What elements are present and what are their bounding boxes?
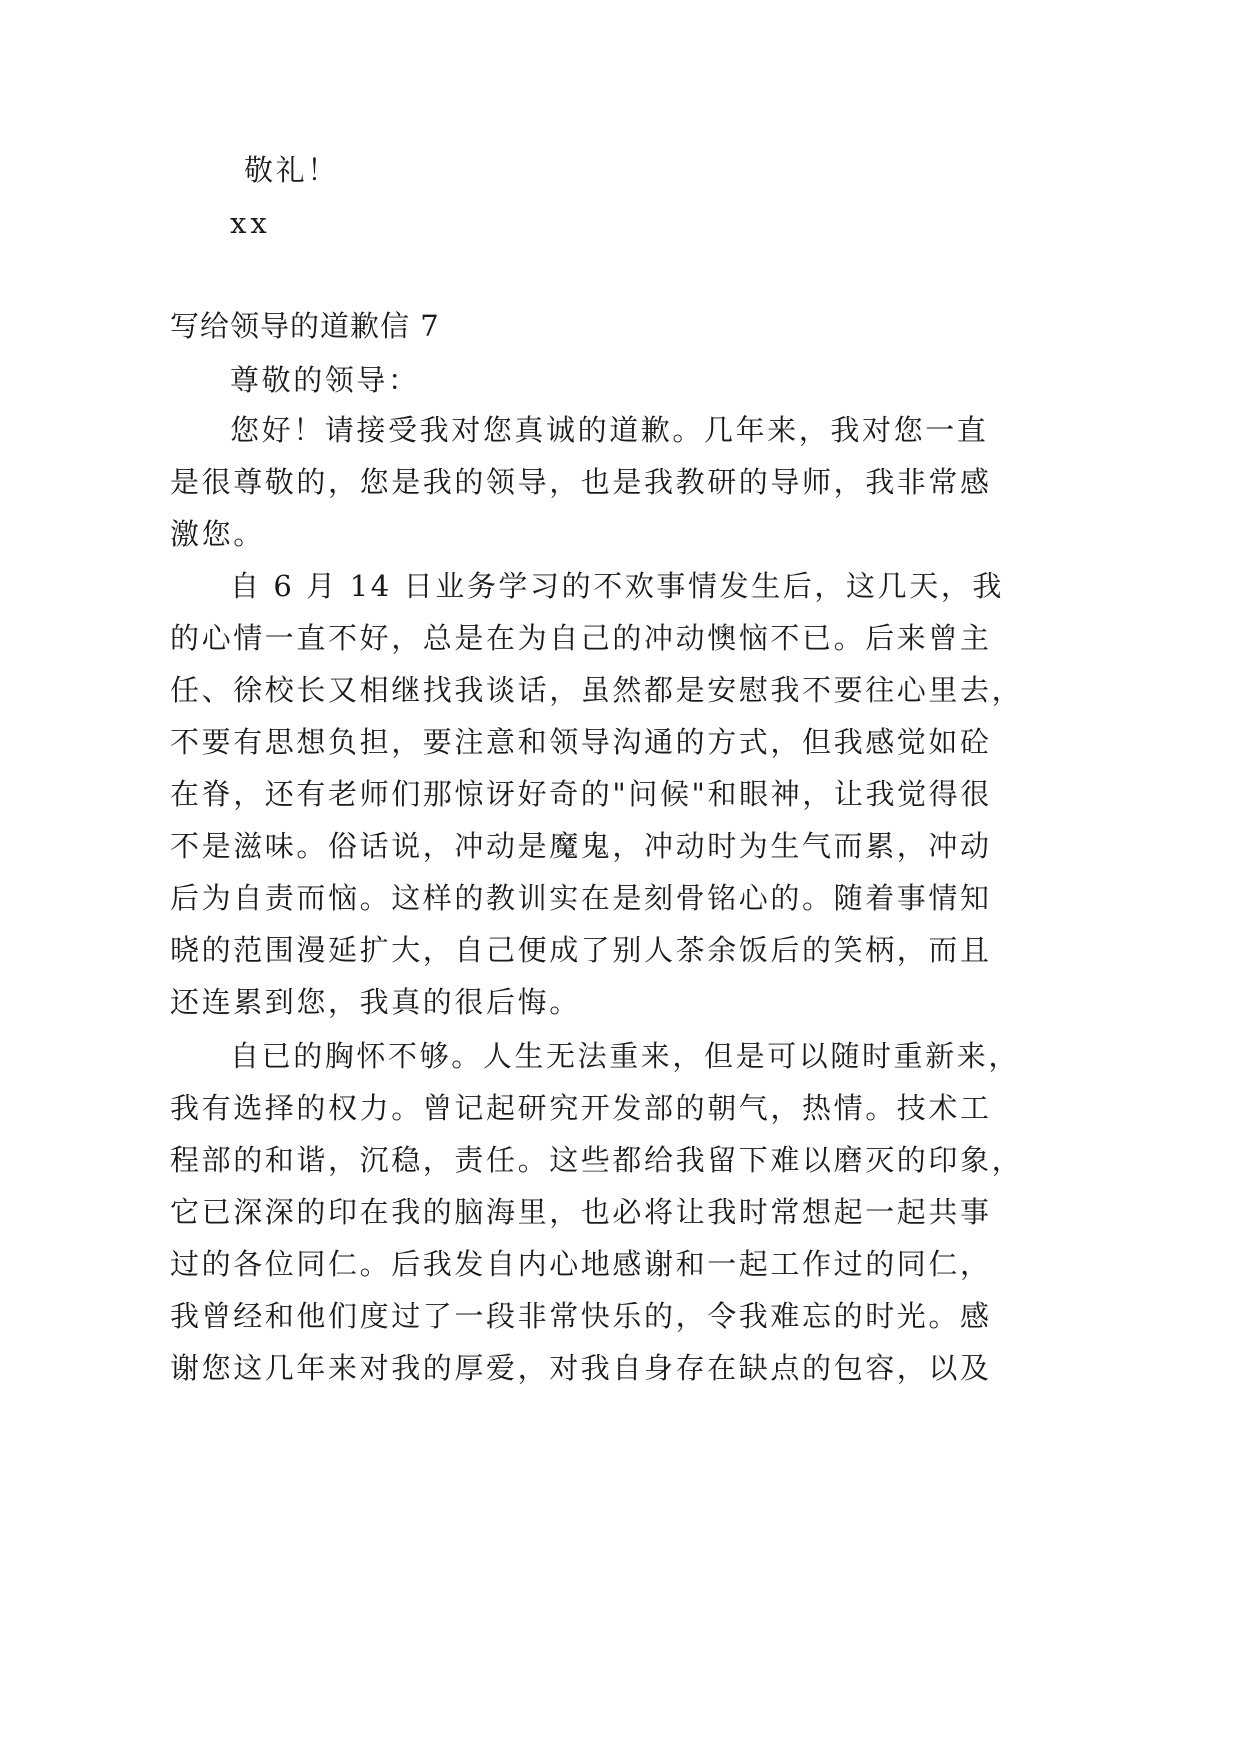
- paragraph-line: 后为自责而恼。这样的教训实在是刻骨铭心的。随着事情知: [170, 881, 992, 915]
- paragraph-line: 不是滋味。俗话说，冲动是魔鬼，冲动时为生气而累，冲动: [170, 829, 992, 863]
- paragraph-line: 是很尊敬的，您是我的领导，也是我教研的导师，我非常感: [170, 465, 992, 499]
- paragraph-line: 自 6 月 14 日业务学习的不欢事情发生后，这几天，我: [230, 569, 1005, 603]
- closing-line: 敬礼！: [244, 153, 339, 187]
- paragraph-line: 程部的和谐，沉稳，责任。这些都给我留下难以磨灭的印象，: [170, 1143, 1024, 1177]
- paragraph-line: 您好！请接受我对您真诚的道歉。几年来，我对您一直: [230, 413, 989, 447]
- paragraph-line: 的心情一直不好，总是在为自己的冲动懊恼不已。后来曾主: [170, 621, 992, 655]
- paragraph-line: 不要有思想负担，要注意和领导沟通的方式，但我感觉如砼: [170, 725, 992, 759]
- paragraph-line: 晓的范围漫延扩大，自己便成了别人茶余饭后的笑柄，而且: [170, 933, 992, 967]
- paragraph-line: 还连累到您，我真的很后悔。: [170, 985, 581, 1019]
- letter-title: 写给领导的道歉信 7: [170, 309, 440, 343]
- paragraph-line: 在脊，还有老师们那惊讶好奇的"问候"和眼神，让我觉得很: [170, 777, 992, 811]
- paragraph-line: 谢您这几年来对我的厚爱，对我自身存在缺点的包容，以及: [170, 1351, 992, 1385]
- paragraph-line: 我有选择的权力。曾记起研究开发部的朝气，热情。技术工: [170, 1091, 992, 1125]
- paragraph-line: 它已深深的印在我的脑海里，也必将让我时常想起一起共事: [170, 1195, 992, 1229]
- paragraph-line: 我曾经和他们度过了一段非常快乐的，令我难忘的时光。感: [170, 1299, 992, 1333]
- salutation: 尊敬的领导：: [230, 363, 420, 397]
- signature: xx: [230, 206, 271, 240]
- paragraph-line: 任、徐校长又相继找我谈话，虽然都是安慰我不要往心里去，: [170, 673, 1024, 707]
- paragraph-line: 自已的胸怀不够。人生无法重来，但是可以随时重新来，: [230, 1039, 1021, 1073]
- paragraph-line: 过的各位同仁。后我发自内心地感谢和一起工作过的同仁，: [170, 1247, 992, 1281]
- paragraph-line: 激您。: [170, 517, 265, 551]
